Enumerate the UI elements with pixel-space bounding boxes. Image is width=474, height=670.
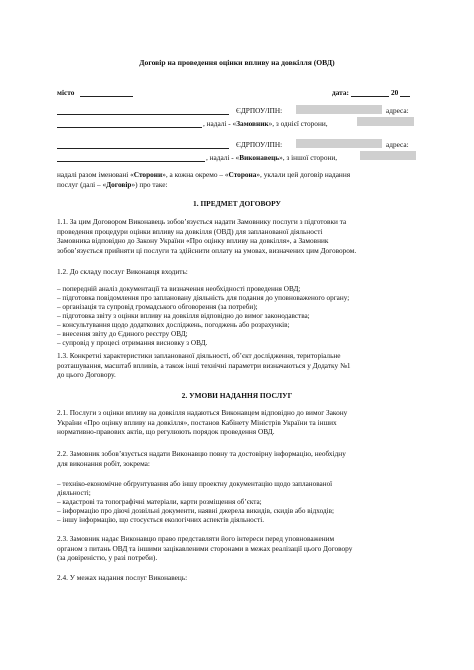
clause-1-3-line: розташування, масштаб впливів, а також інші технічні параметри визначаються у Додатку №1 <box>57 360 351 370</box>
clause-2-2 <box>57 449 416 468</box>
list-item: діяльності; <box>57 489 91 497</box>
date-blank[interactable] <box>351 96 389 97</box>
clause-1-3-line: 1.3. Конкретні характеристики запланованої діяльності, об’єкт дослідження, територіальне <box>57 351 341 360</box>
clause-2-3-line: органом з питань ОВД та іншими зацікавленими сторонами в межах реалізації цього Договору <box>57 543 353 553</box>
clause-1-3 <box>57 351 416 380</box>
clause-2-4: 2.4. У межах надання послуг Виконавець: <box>57 573 188 582</box>
clause-2-1-line: України «Про оцінку впливу на довкілля», постанов Кабінету Міністрів України та інших <box>57 417 337 427</box>
list-item: – техніко-економічне обґрунтування або іншу проектну документацію щодо запланованої <box>57 480 333 488</box>
party1-name-blank[interactable] <box>57 114 229 115</box>
list-item: – попередній аналіз документації та визначення необхідності проведення ОВД; <box>57 285 301 293</box>
section-1-heading: 1. ПРЕДМЕТ ДОГОВОРУ <box>193 199 281 208</box>
clause-2-1-line: 2.1. Послуги з оцінки впливу на довкілля надаються Виконавцем відповідно до вимог Закону <box>57 408 348 417</box>
clause-1-1-line: 1.1. За цим Договором Виконавець зобов’язується надати Замовнику послуги з підготовки та <box>57 217 347 226</box>
clause-2-3-line: (за довіреністю, у разі потреби). <box>57 553 158 563</box>
city-label: місто <box>57 88 75 97</box>
clause-2-1 <box>57 408 416 437</box>
intro-line-1: надалі разом іменовані «Сторони», а кожна окремо – «Сторона», уклали цей договір надання <box>57 170 351 179</box>
date-year: 20 <box>391 88 399 97</box>
info-list <box>57 480 416 525</box>
list-item: – кадастрові та топографічні матеріали, карти розміщення об’єкта; <box>57 498 262 506</box>
document-title: Договір на проведення оцінки впливу на довкілля (ОВД) <box>139 58 335 67</box>
clause-1-3-line: до цього Договору. <box>57 370 116 380</box>
list-item: – внесення звіту до Єдиного реєстру ОВД; <box>57 330 188 338</box>
party2-address-field[interactable] <box>360 151 416 160</box>
clause-2-3 <box>57 534 416 563</box>
section-2-heading: 2. УМОВИ НАДАННЯ ПОСЛУГ <box>181 391 293 400</box>
party2-edrpou-field[interactable] <box>296 139 382 148</box>
list-item: – організація та супровід громадського обговорення (за потреби); <box>57 303 258 311</box>
clause-2-2-line: 2.2. Замовник зобов’язується надати Виконавцю повну та достовірну інформацію, необхідну <box>57 449 346 458</box>
party2-address-blank[interactable] <box>57 161 205 162</box>
party1-edrpou-field[interactable] <box>296 105 382 114</box>
list-item: – підготовка повідомлення про заплановану діяльність для подання до уповноваженого органу; <box>57 294 350 302</box>
party1-address-blank[interactable] <box>57 127 202 128</box>
party1-edrpou-label: ЄДРПОУ/ІПН: <box>236 106 283 115</box>
clause-1-1-line: Замовника відповідно до Закону України «Про оцінку впливу на довкілля», а Замовник <box>57 236 329 246</box>
clause-2-3-line: 2.3. Замовник надає Виконавцю право представляти його інтереси перед уповноваженим <box>57 534 335 543</box>
party1-role: , надалі - «Замовник», з однієї сторони, <box>203 119 328 128</box>
date-label: дата: <box>332 88 349 97</box>
party1-address-label: адреса: <box>386 106 409 115</box>
list-item: – супровід у процесі отримання висновку з ОВД. <box>57 339 208 347</box>
intro-line-2: послуг (далі – «Договір») про таке: <box>57 179 168 189</box>
list-item: – інформацію про діючі дозвільні документи, наявні джерела викидів, скидів або відходів; <box>57 507 335 515</box>
clause-2-2-line: для виконання робіт, зокрема: <box>57 458 150 468</box>
intro-paragraph <box>57 170 416 189</box>
year-blank[interactable] <box>400 96 410 97</box>
list-item: – іншу інформацію, що стосується екологічних аспектів діяльності. <box>57 516 265 524</box>
clause-1-1-line: проведення процедури оцінки впливу на довкілля (ОВД) для запланованої діяльності <box>57 226 323 236</box>
party2-role: , надалі - «Виконавець», з іншої сторони, <box>206 153 338 162</box>
party1-address-field[interactable] <box>357 117 414 126</box>
clause-1-2: 1.2. До складу послуг Виконавця входить: <box>57 267 188 276</box>
party2-edrpou-label: ЄДРПОУ/ІПН: <box>236 140 283 149</box>
list-item: – підготовка звіту з оцінки впливу на довкілля відповідно до вимог законодавства; <box>57 312 310 320</box>
clause-1-1 <box>57 217 416 255</box>
clause-1-1-line: зобов’язується прийняти ці послуги та здійснити оплату на умовах, визначених цим Договором. <box>57 245 357 255</box>
party2-name-blank[interactable] <box>57 148 229 149</box>
services-list <box>57 285 416 348</box>
list-item: – консультування щодо додаткових досліджень, погоджень або розрахунків; <box>57 321 290 329</box>
clause-2-1-line: нормативно-правових актів, що регулюють порядок проведення ОВД. <box>57 427 275 437</box>
party2-address-label: адреса: <box>386 140 409 149</box>
city-blank[interactable] <box>80 96 133 97</box>
